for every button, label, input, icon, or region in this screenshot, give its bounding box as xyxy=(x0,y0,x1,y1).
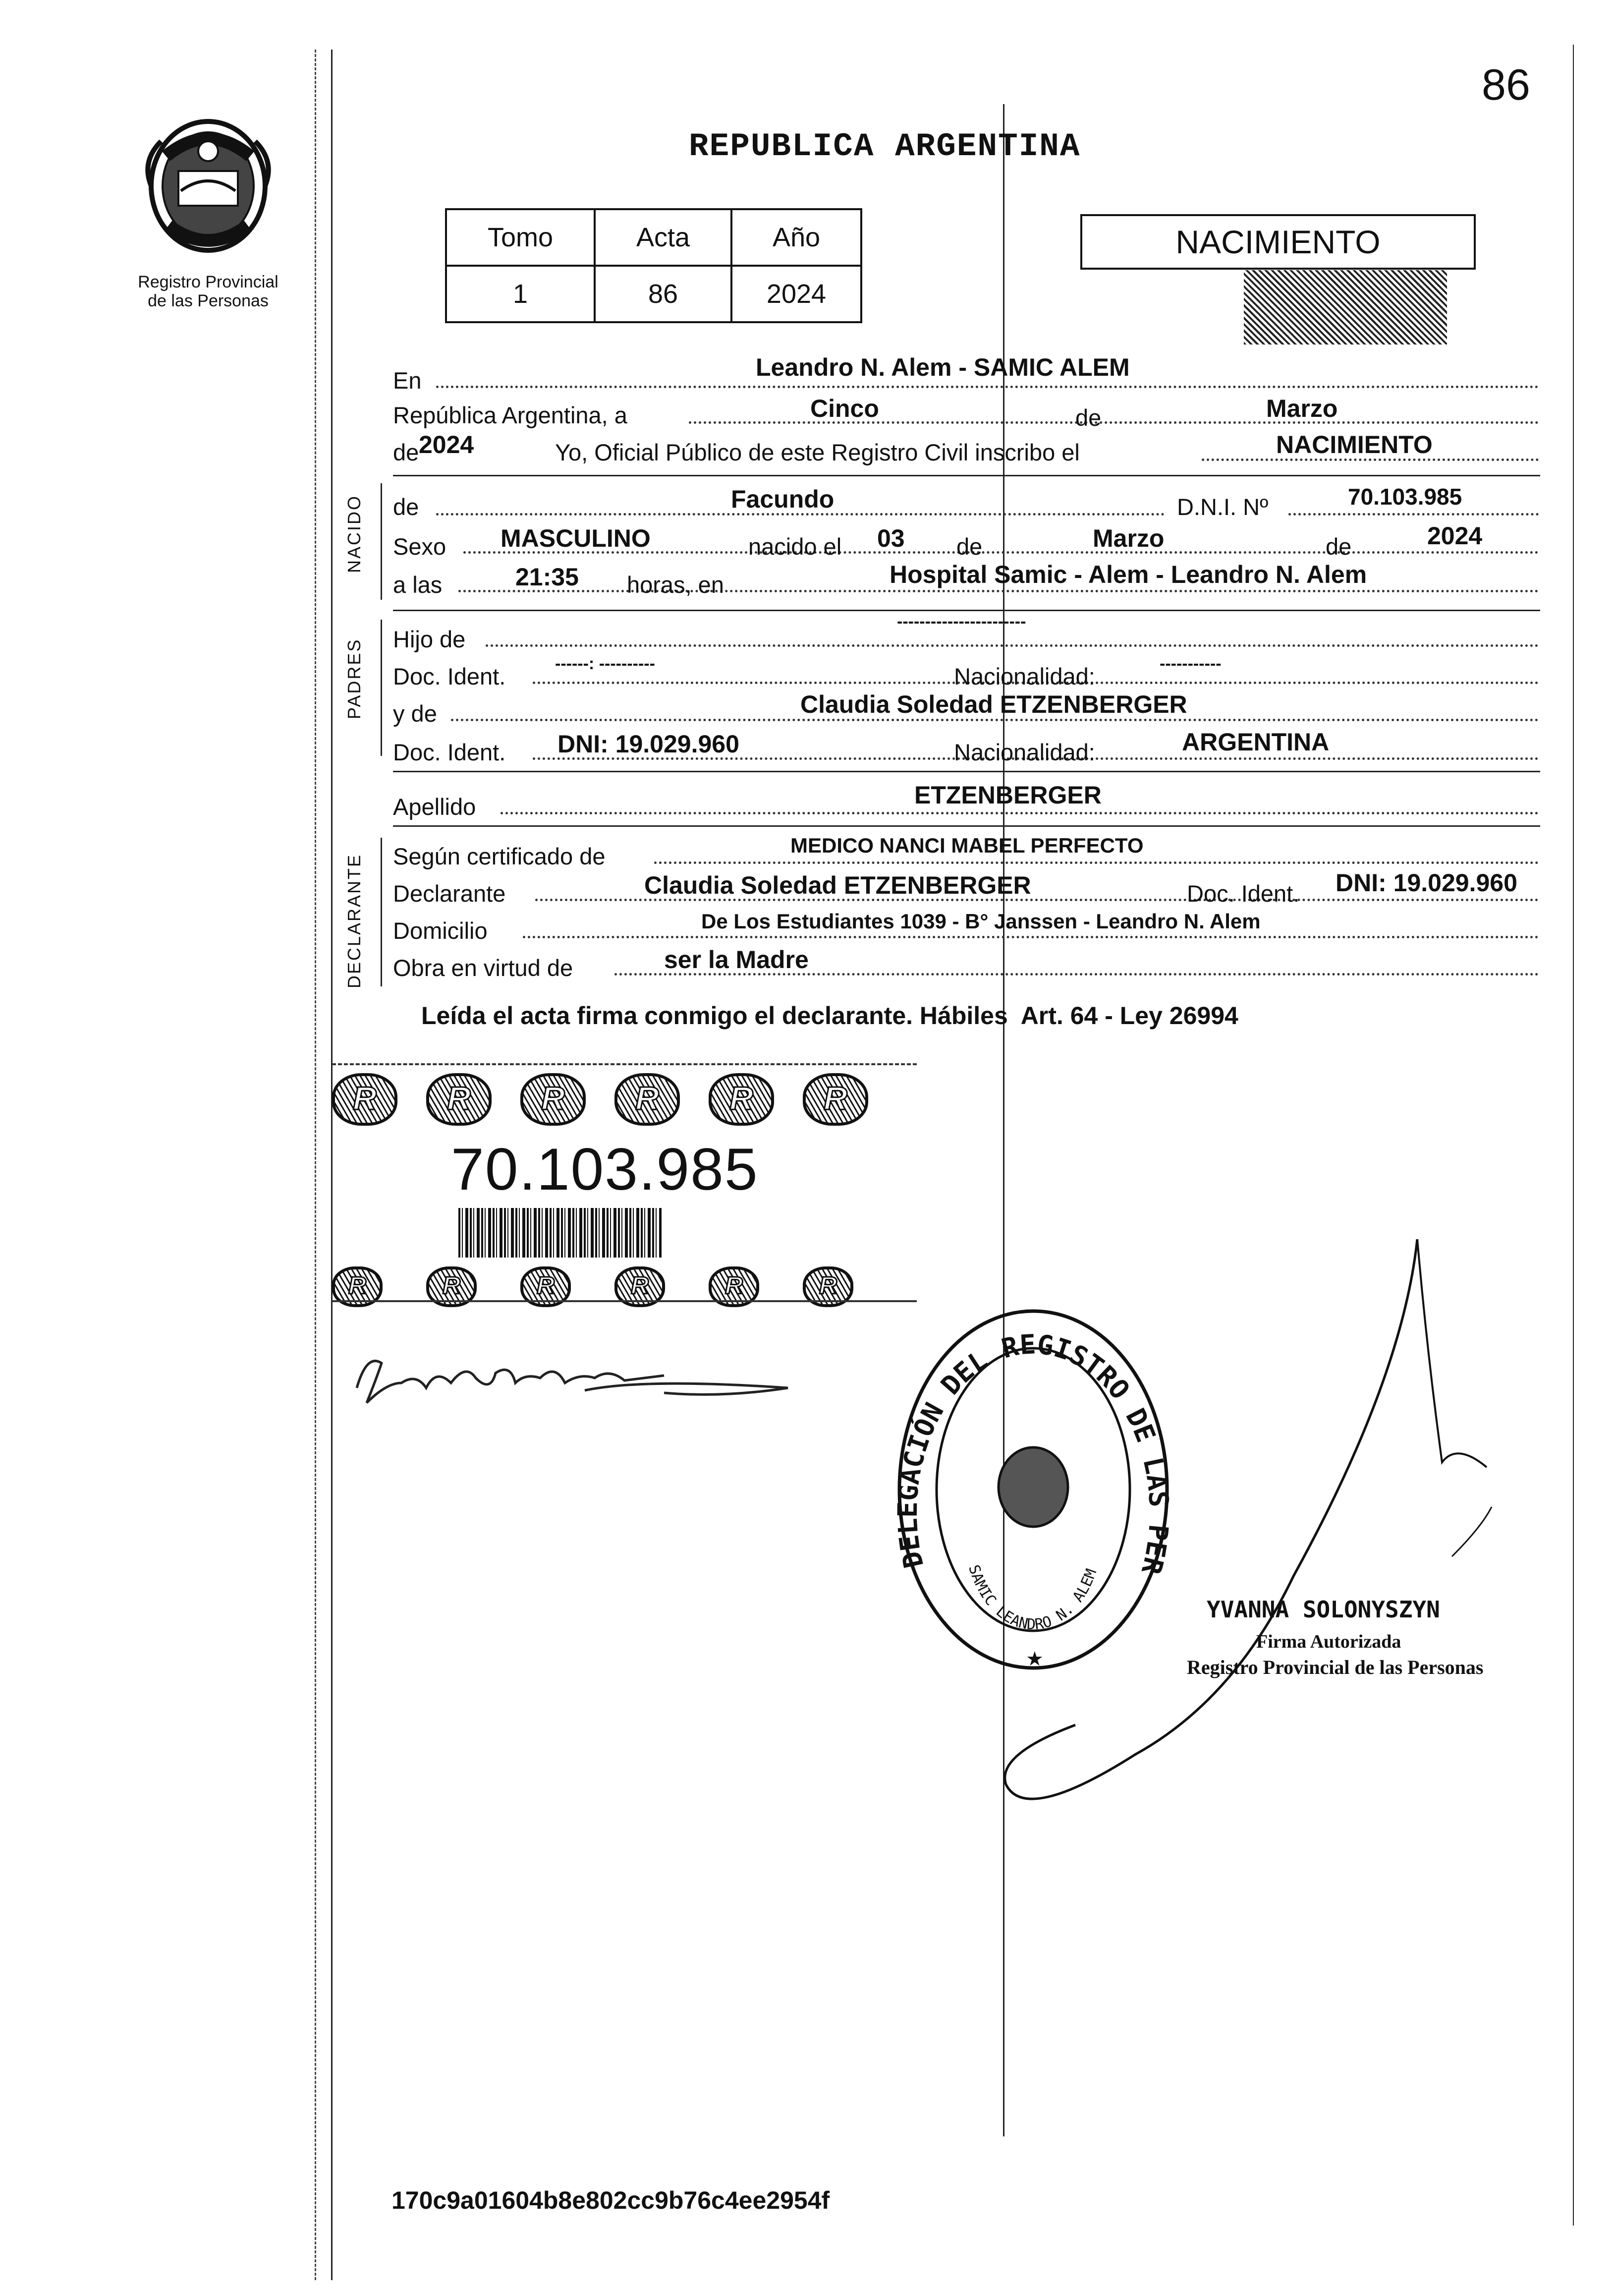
barcode xyxy=(458,1208,662,1258)
declarant-doc: DNI: 19.029.960 xyxy=(1336,869,1517,897)
divider xyxy=(393,475,1540,476)
r-logo-icon: R xyxy=(614,1073,680,1126)
declarant-signature xyxy=(347,1333,793,1425)
page-title: REPUBLICA ARGENTINA xyxy=(689,128,1081,165)
registry-name xyxy=(114,273,302,310)
register-table xyxy=(445,208,862,323)
obra-label: Obra en virtud de xyxy=(393,955,573,981)
right-margin-line xyxy=(1573,45,1574,2226)
registry-line1: Registro Provincial xyxy=(138,273,278,291)
table-header-anio: Año xyxy=(731,209,861,266)
child-dni: 70.103.985 xyxy=(1348,484,1462,510)
child-name: Facundo xyxy=(731,485,835,513)
dotted-line xyxy=(654,861,1539,864)
en-label: En xyxy=(393,367,422,394)
divider xyxy=(393,771,1540,772)
intro-day: Cinco xyxy=(810,395,879,422)
apellido-label: Apellido xyxy=(393,794,476,820)
birth-de2-label: de xyxy=(1326,533,1352,560)
signer-role: Firma Autorizada xyxy=(1256,1631,1401,1652)
closing-statement: Leída el acta firma conmigo el declarante. Hábiles Art. 64 - Ley 26994 xyxy=(421,1002,1238,1030)
r-logo-icon: R xyxy=(803,1073,868,1126)
birth-de-label: de xyxy=(956,533,983,560)
r-logo-icon: R xyxy=(803,1266,853,1307)
r-logo-icon: R xyxy=(332,1266,383,1307)
sticker-number: 70.103.985 xyxy=(451,1136,759,1203)
table-header-tomo: Tomo xyxy=(446,209,595,266)
document-hash: 170c9a01604b8e802cc9b76c4ee2954f xyxy=(391,2186,830,2214)
de2-label: de xyxy=(393,439,419,465)
alas-label: a las xyxy=(393,572,443,598)
section-label-padres: PADRES xyxy=(344,638,364,719)
dni-label: D.N.I. Nº xyxy=(1177,494,1269,520)
address: De Los Estudiantes 1039 - B° Janssen - Leandro N. Alem xyxy=(701,910,1261,933)
r-logo-icon: R xyxy=(426,1073,492,1126)
hijo-de-label: Hijo de xyxy=(393,626,466,652)
father-doc: ------: ---------- xyxy=(555,654,655,673)
section-bar xyxy=(381,620,382,756)
doc1-label: Doc. Ident. xyxy=(393,663,506,689)
mother-doc: DNI: 19.029.960 xyxy=(557,730,739,758)
registry-line2: de las Personas xyxy=(148,291,269,310)
table-value-acta: 86 xyxy=(595,266,731,322)
de-label: de xyxy=(1075,404,1102,431)
register-table-header xyxy=(446,209,861,266)
section-label-declarante: DECLARANTE xyxy=(344,853,364,988)
dotted-line xyxy=(523,936,1539,938)
yde-label: y de xyxy=(393,700,437,727)
intro-year: 2024 xyxy=(419,431,474,459)
dotted-line xyxy=(501,812,1539,814)
oficial-text: Yo, Oficial Público de este Registro Civil inscribo el xyxy=(555,439,1080,465)
section-label-nacido: NACIDO xyxy=(344,494,364,573)
mother-name: Claudia Soledad ETZENBERGER xyxy=(800,690,1187,718)
act-type-box: NACIMIENTO xyxy=(1080,214,1476,270)
r-logo-icon: R xyxy=(709,1073,774,1126)
cert-label: Según certificado de xyxy=(393,843,606,869)
domicilio-label: Domicilio xyxy=(393,918,488,944)
horas-label: horas, en xyxy=(627,572,724,598)
official-signature xyxy=(986,1229,1561,1876)
nacido-de-label: de xyxy=(393,494,419,520)
r-logo-icon: R xyxy=(332,1073,397,1126)
svg-text:★: ★ xyxy=(1026,1648,1044,1670)
obra-value: ser la Madre xyxy=(664,946,809,974)
intro-event: NACIMIENTO xyxy=(1276,431,1433,459)
dotted-line xyxy=(486,644,1539,647)
seal-inner-text: SAMIC LEANDRO N. ALEM xyxy=(965,1562,1101,1634)
dotted-line xyxy=(436,386,1539,388)
birth-month: Marzo xyxy=(1093,524,1165,552)
signer-name: YVANNA SOLONYSZYN xyxy=(1207,1596,1440,1623)
intro-place: Leandro N. Alem - SAMIC ALEM xyxy=(756,353,1130,381)
dotted-line xyxy=(458,590,1539,592)
table-header-acta: Acta xyxy=(595,209,731,266)
dotted-line xyxy=(451,719,1539,721)
certificate-by: MEDICO NANCI MABEL PERFECTO xyxy=(790,834,1144,857)
table-value-anio: 2024 xyxy=(731,266,861,322)
security-pattern xyxy=(1244,270,1447,344)
register-table-values xyxy=(446,266,861,322)
r-logo-icon: R xyxy=(614,1266,665,1307)
r-logo-icon: R xyxy=(520,1073,586,1126)
province-logo xyxy=(131,112,285,260)
nac1-label: Nacionalidad: xyxy=(954,663,1095,689)
republica-label: República Argentina, a xyxy=(393,402,627,428)
doc2-label: Doc. Ident. xyxy=(393,739,506,765)
birth-day: 03 xyxy=(877,524,905,552)
father-name: ----------------------- xyxy=(897,612,1026,631)
r-logo-icon: R xyxy=(520,1266,571,1307)
section-bar xyxy=(381,483,382,600)
father-nationality: ----------- xyxy=(1160,654,1222,673)
divider xyxy=(393,610,1540,611)
r-logo-row-top xyxy=(332,1073,917,1118)
nacido-el-label: nacido el xyxy=(748,533,842,560)
seal-outer-text: DELEGACIÓN DEL REGISTRO DE LAS PER xyxy=(892,1328,1174,1578)
sexo-label: Sexo xyxy=(393,533,446,560)
decl-doc-label: Doc. Ident. xyxy=(1187,880,1300,907)
barcode-sticker xyxy=(332,1063,917,1321)
r-logo-row-bottom xyxy=(332,1266,917,1299)
section-bar xyxy=(381,838,382,986)
mother-nationality: ARGENTINA xyxy=(1182,728,1330,756)
sticker-edge xyxy=(332,1063,917,1065)
table-value-tomo: 1 xyxy=(446,266,595,322)
intro-month: Marzo xyxy=(1266,395,1338,422)
declarant-name: Claudia Soledad ETZENBERGER xyxy=(644,871,1031,899)
nac2-label: Nacionalidad: xyxy=(954,739,1095,765)
birth-year: 2024 xyxy=(1427,522,1483,550)
child-sex: MASCULINO xyxy=(501,524,651,552)
divider xyxy=(393,825,1540,827)
birth-time: 21:35 xyxy=(515,563,579,591)
surname: ETZENBERGER xyxy=(914,781,1102,809)
birth-place: Hospital Samic - Alem - Leandro N. Alem xyxy=(890,561,1367,588)
margin-dash-line xyxy=(315,50,316,2280)
dotted-line xyxy=(1288,513,1539,516)
declarante-label: Declarante xyxy=(393,880,506,907)
r-logo-icon: R xyxy=(709,1266,759,1307)
r-logo-icon: R xyxy=(426,1266,477,1307)
page-number: 86 xyxy=(1482,60,1530,109)
sticker-edge xyxy=(332,1300,917,1302)
signer-org: Registro Provincial de las Personas xyxy=(1187,1656,1484,1678)
